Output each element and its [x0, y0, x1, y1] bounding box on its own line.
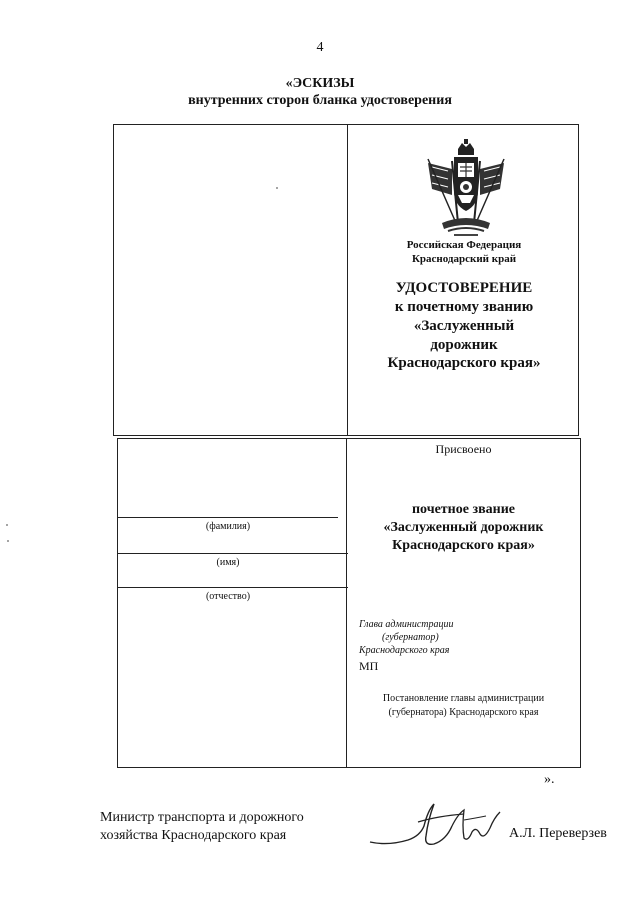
speck — [6, 524, 8, 526]
head-of-admin-line2: (губернатор) — [382, 632, 439, 643]
cover-title-line2: «Заслуженный — [413, 318, 515, 334]
name-line — [118, 553, 348, 554]
page-number: 4 — [316, 40, 324, 55]
patronymic-label: (отчество) — [205, 591, 251, 602]
surname-label: (фамилия) — [205, 521, 251, 532]
signatory-name: А.Л. Переверзев — [509, 826, 607, 841]
awarded-label: Присвоено — [435, 442, 492, 456]
coat-of-arms-emblem — [418, 139, 514, 241]
cover-title-line3: дорожник — [430, 337, 498, 353]
head-of-admin-line1: Глава администрации — [359, 619, 454, 630]
head-of-admin-line3: Краснодарского края — [359, 645, 450, 656]
surname-line — [118, 517, 338, 518]
cover-region-line2: Краснодарский край — [411, 253, 517, 265]
decree-line1: Постановление главы администрации — [382, 693, 545, 704]
cover-region-line1: Российская Федерация — [406, 239, 522, 251]
honorary-title-line2: «Заслуженный дорожник — [383, 520, 544, 535]
cover-title-line4: Краснодарского края» — [387, 355, 541, 371]
closing-quote: ». — [544, 772, 555, 787]
document-heading: «ЭСКИЗЫ — [285, 76, 355, 91]
handwritten-signature — [368, 796, 508, 854]
speck — [7, 540, 9, 542]
honorary-title-line1: почетное звание — [411, 502, 515, 517]
decree-line2: (губернатора) Краснодарского края — [388, 707, 539, 718]
cover-document-title: УДОСТОВЕРЕНИЕ — [395, 280, 533, 296]
document-subheading: внутренних сторон бланка удостоверения — [188, 93, 452, 108]
patronymic-line — [118, 587, 348, 588]
name-label: (имя) — [216, 557, 240, 568]
certificate-inner-spread — [117, 438, 581, 768]
certificate-cover-spread — [113, 124, 579, 436]
stamp-place-label: МП — [359, 659, 379, 673]
signatory-position-line2: хозяйства Краснодарского края — [100, 828, 287, 843]
signatory-position-line1: Министр транспорта и дорожного — [100, 810, 304, 825]
cover-title-line1: к почетному званию — [394, 299, 534, 315]
honorary-title-line3: Краснодарского края» — [392, 538, 535, 553]
speck — [276, 187, 278, 189]
